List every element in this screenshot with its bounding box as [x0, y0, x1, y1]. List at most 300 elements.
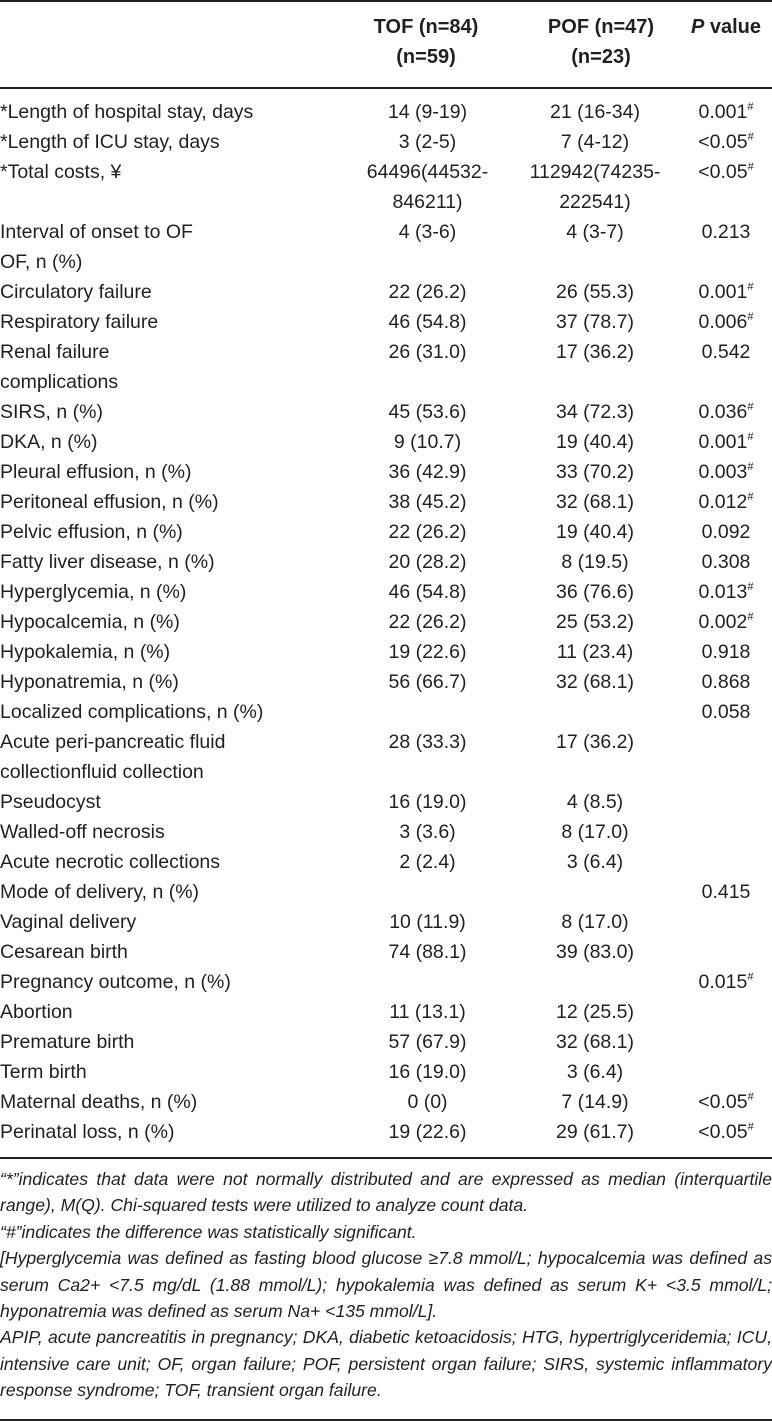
- row-label-text: Perinatal loss, n (%): [0, 1121, 175, 1143]
- row-label-text: Pelvic effusion, n (%): [0, 521, 183, 543]
- row-pof: [510, 457, 680, 487]
- row-tof-text: 9 (10.7): [393, 431, 462, 453]
- row-pof: [510, 427, 680, 457]
- row-p-value: [680, 667, 772, 697]
- row-label: [0, 667, 345, 697]
- row-pof-text: 12 (25.5): [555, 1001, 635, 1023]
- row-pof: [510, 667, 680, 697]
- row-label: [0, 697, 345, 727]
- row-p-value: [680, 997, 772, 1027]
- row-label: [0, 847, 345, 877]
- table-row: [0, 517, 772, 547]
- row-label: [0, 727, 345, 787]
- row-label-text: DKA, n (%): [0, 431, 98, 453]
- row-tof: [345, 277, 510, 307]
- note-abbreviations: APIP, acute pancreatitis in pregnancy; DKA, diabetic ketoacidosis; HTG, hypertriglyceridemia; ICU, intensive care unit; OF, organ failure; POF, persistent organ failure; SIRS, systemic inflammatory response syndrome; TOF, transient organ failure.: [0, 1327, 772, 1401]
- row-p-value-text: 0.013: [698, 581, 748, 603]
- table-footer-rule: [0, 1157, 772, 1159]
- row-pof-text: 17 (36.2): [555, 731, 635, 753]
- row-pof: [510, 397, 680, 427]
- row-tof: [345, 427, 510, 457]
- row-tof-text: 19 (22.6): [388, 641, 467, 663]
- row-label: [0, 877, 345, 907]
- row-tof: [345, 997, 510, 1027]
- row-p-value: [680, 367, 772, 397]
- table-row: [0, 337, 772, 367]
- header-tof-sub: (n=59): [396, 46, 456, 68]
- table-row: [0, 697, 772, 727]
- row-p-value: [680, 637, 772, 667]
- row-label-text: Respiratory failure: [0, 311, 159, 333]
- table-row: [0, 847, 772, 877]
- row-pof: [510, 307, 680, 337]
- row-label-text: complications: [0, 371, 119, 393]
- row-pof: [510, 937, 680, 967]
- row-p-value-text: 0.015: [698, 971, 748, 993]
- row-label: [0, 457, 345, 487]
- row-pof-text: 3 (6.4): [566, 1061, 624, 1083]
- row-label-text: Renal failure: [0, 341, 110, 363]
- table-row: [0, 1057, 772, 1087]
- row-label: [0, 157, 345, 217]
- row-pof: [510, 907, 680, 937]
- row-pof-text: 4 (3-7): [566, 221, 624, 243]
- row-label: [0, 367, 345, 397]
- row-pof-line: 112942(74235-: [529, 161, 661, 183]
- row-pof-text: 19 (40.4): [555, 431, 635, 453]
- row-tof: [345, 877, 510, 907]
- header-p-value: [680, 12, 772, 42]
- row-p-value-text: <0.05: [698, 1091, 748, 1113]
- row-tof-text: 16 (19.0): [388, 1061, 467, 1083]
- row-pof-text: 4 (8.5): [566, 791, 624, 813]
- row-pof: [510, 487, 680, 517]
- row-pof: [510, 787, 680, 817]
- row-pof: [510, 97, 680, 127]
- row-p-value: [680, 307, 772, 337]
- row-tof-text: 46 (54.8): [388, 581, 467, 603]
- significance-marker: #: [747, 311, 754, 323]
- row-label: [0, 607, 345, 637]
- row-label: [0, 427, 345, 457]
- row-label: [0, 517, 345, 547]
- row-pof: [510, 1027, 680, 1057]
- row-label: [0, 967, 345, 997]
- row-tof: [345, 1057, 510, 1087]
- table-row: [0, 817, 772, 847]
- row-tof-text: 20 (28.2): [388, 551, 467, 573]
- table-top-rule: [0, 0, 772, 2]
- row-p-value: [680, 397, 772, 427]
- row-label-text: Circulatory failure: [0, 281, 152, 303]
- row-tof-text: 74 (88.1): [388, 941, 467, 963]
- row-label-text: Pregnancy outcome, n (%): [0, 971, 231, 993]
- row-label: [0, 817, 345, 847]
- header-p-rest: value: [704, 16, 762, 38]
- header-rule: [0, 87, 772, 89]
- row-pof: [510, 337, 680, 367]
- row-tof: [345, 577, 510, 607]
- row-tof: [345, 667, 510, 697]
- row-label-text: Pleural effusion, n (%): [0, 461, 192, 483]
- row-pof: [510, 1087, 680, 1117]
- row-p-value-text: <0.05: [698, 161, 748, 183]
- row-tof-line: 846211): [392, 191, 463, 213]
- row-label: [0, 397, 345, 427]
- note-definitions: [Hyperglycemia was defined as fasting blood glucose ≥7.8 mmol/L; hypocalcemia was defined as serum Ca2+ <7.5 mg/dL (1.88 mmol/L); hypokalemia was defined as serum K+ <3.5 mmol/L; hyponatremia was defined as serum Na+ <135 mmol/L].: [0, 1248, 772, 1322]
- table-row: [0, 397, 772, 427]
- row-tof: [345, 367, 510, 397]
- row-pof: [510, 1117, 680, 1147]
- data-table: [0, 97, 772, 1147]
- row-tof-text: 16 (19.0): [388, 791, 467, 813]
- row-label-text: Localized complications, n (%): [0, 701, 264, 723]
- row-label-text: Hyperglycemia, n (%): [0, 581, 187, 603]
- table-row: [0, 637, 772, 667]
- table-row: [0, 127, 772, 157]
- row-p-value: [680, 337, 772, 367]
- row-tof: [345, 847, 510, 877]
- row-label: [0, 1087, 345, 1117]
- row-tof: [345, 697, 510, 727]
- table-row: [0, 157, 772, 217]
- row-p-value: [680, 1087, 772, 1117]
- row-p-value-text: 0.002: [698, 611, 748, 633]
- header-tof: [342, 12, 510, 72]
- row-p-value: [680, 427, 772, 457]
- table-row: [0, 217, 772, 247]
- significance-marker: #: [747, 161, 754, 173]
- row-tof: [345, 907, 510, 937]
- significance-marker: #: [747, 281, 754, 293]
- row-label: [0, 307, 345, 337]
- table-row: [0, 967, 772, 997]
- row-label: [0, 97, 345, 127]
- row-label: [0, 1117, 345, 1147]
- row-label-text: Hypocalcemia, n (%): [0, 611, 180, 633]
- row-pof-text: 29 (61.7): [555, 1121, 635, 1143]
- row-pof-text: 8 (17.0): [561, 821, 629, 843]
- row-pof-text: 7 (14.9): [561, 1091, 629, 1113]
- row-p-value: [680, 127, 772, 157]
- row-tof-text: 26 (31.0): [388, 341, 467, 363]
- row-tof-text: 22 (26.2): [388, 281, 467, 303]
- row-pof: [510, 157, 680, 217]
- row-tof: [345, 937, 510, 967]
- row-p-value-text: 0.092: [701, 521, 751, 543]
- significance-marker: #: [747, 431, 754, 443]
- row-tof-text: 45 (53.6): [388, 401, 467, 423]
- row-label: [0, 1027, 345, 1057]
- row-p-value: [680, 577, 772, 607]
- row-tof-text: 19 (22.6): [388, 1121, 467, 1143]
- row-pof-text: 39 (83.0): [555, 941, 635, 963]
- row-p-value-text: 0.001: [698, 281, 748, 303]
- table-row: [0, 607, 772, 637]
- row-tof: [345, 487, 510, 517]
- significance-marker: #: [747, 611, 754, 623]
- note-asterisk: “*”indicates that data were not normally distributed and are expressed as median (interquartile range), M(Q). Chi-squared tests were utilized to analyze count data.: [0, 1169, 772, 1216]
- row-tof: [345, 517, 510, 547]
- row-pof-text: 33 (70.2): [555, 461, 635, 483]
- row-p-value-text: 0.036: [698, 401, 748, 423]
- significance-marker: #: [747, 101, 754, 113]
- row-tof: [345, 157, 510, 217]
- table-row: [0, 1087, 772, 1117]
- note-hash: “#”indicates the difference was statistically significant.: [0, 1221, 417, 1242]
- row-pof: [510, 997, 680, 1027]
- row-pof-text: 11 (23.4): [556, 641, 634, 663]
- table-row: [0, 1027, 772, 1057]
- row-label-line: collectionfluid collection: [0, 761, 204, 783]
- row-label-text: *Total costs, ¥: [0, 161, 122, 183]
- significance-marker: #: [747, 1091, 754, 1103]
- header-tof-label: TOF (n=84): [373, 16, 479, 38]
- row-label: [0, 487, 345, 517]
- row-tof-text: 36 (42.9): [388, 461, 467, 483]
- row-tof-text: 57 (67.9): [388, 1031, 467, 1053]
- row-p-value: [680, 907, 772, 937]
- row-pof: [510, 697, 680, 727]
- row-tof: [345, 967, 510, 997]
- table-row: [0, 937, 772, 967]
- row-tof-line: 64496(44532-: [366, 161, 489, 183]
- row-label-text: *Length of ICU stay, days: [0, 131, 220, 153]
- row-tof: [345, 817, 510, 847]
- row-p-value-text: 0.058: [701, 701, 751, 723]
- row-p-value: [680, 727, 772, 787]
- row-tof-text: 11 (13.1): [389, 1001, 466, 1023]
- table-row: [0, 667, 772, 697]
- row-p-value: [680, 517, 772, 547]
- row-label: [0, 907, 345, 937]
- row-p-value: [680, 277, 772, 307]
- row-pof: [510, 817, 680, 847]
- row-p-value-text: 0.308: [701, 551, 751, 573]
- row-label: [0, 937, 345, 967]
- row-p-value: [680, 157, 772, 217]
- table-row: [0, 787, 772, 817]
- row-p-value-text: 0.542: [701, 341, 751, 363]
- row-tof: [345, 337, 510, 367]
- row-p-value: [680, 607, 772, 637]
- row-label-text: Cesarean birth: [0, 941, 128, 963]
- row-pof: [510, 877, 680, 907]
- row-label: [0, 547, 345, 577]
- row-tof-text: 14 (9-19): [387, 101, 468, 123]
- row-tof: [345, 217, 510, 247]
- row-p-value-text: 0.012: [698, 491, 748, 513]
- row-p-value: [680, 937, 772, 967]
- row-p-value: [680, 97, 772, 127]
- row-label-text: Acute necrotic collections: [0, 851, 221, 873]
- row-pof-text: 37 (78.7): [555, 311, 635, 333]
- row-p-value-text: <0.05: [698, 131, 748, 153]
- row-label: [0, 277, 345, 307]
- row-label: [0, 247, 345, 277]
- table-row: [0, 487, 772, 517]
- row-tof: [345, 1087, 510, 1117]
- row-tof-text: 38 (45.2): [388, 491, 467, 513]
- row-label: [0, 337, 345, 367]
- row-pof: [510, 607, 680, 637]
- row-p-value: [680, 247, 772, 277]
- row-pof-text: 34 (72.3): [555, 401, 635, 423]
- header-pof: [525, 12, 677, 72]
- row-label-text: Term birth: [0, 1061, 87, 1083]
- row-tof-text: 56 (66.7): [388, 671, 467, 693]
- row-pof-text: 32 (68.1): [555, 671, 635, 693]
- significance-marker: #: [747, 1121, 754, 1133]
- row-tof: [345, 247, 510, 277]
- table-row: [0, 247, 772, 277]
- row-label-text: SIRS, n (%): [0, 401, 103, 423]
- row-pof: [510, 217, 680, 247]
- row-p-value: [680, 487, 772, 517]
- row-pof: [510, 247, 680, 277]
- row-tof: [345, 637, 510, 667]
- row-pof-text: 26 (55.3): [555, 281, 635, 303]
- row-tof: [345, 397, 510, 427]
- row-tof: [345, 787, 510, 817]
- row-p-value-text: 0.001: [698, 431, 748, 453]
- row-tof-text: 22 (26.2): [388, 611, 467, 633]
- row-label-text: Mode of delivery, n (%): [0, 881, 200, 903]
- row-label-text: Hyponatremia, n (%): [0, 671, 179, 693]
- table-row: [0, 727, 772, 787]
- row-p-value-text: 0.415: [701, 881, 751, 903]
- row-p-value: [680, 1117, 772, 1147]
- row-label-text: Peritoneal effusion, n (%): [0, 491, 219, 513]
- row-p-value-text: 0.918: [701, 641, 751, 663]
- row-tof: [345, 1117, 510, 1147]
- row-label-text: Vaginal delivery: [0, 911, 137, 933]
- row-label-text: Premature birth: [0, 1031, 135, 1053]
- row-p-value-text: 0.003: [698, 461, 748, 483]
- row-tof: [345, 127, 510, 157]
- row-label: [0, 217, 345, 247]
- row-tof: [345, 307, 510, 337]
- row-tof-text: 3 (3.6): [399, 821, 456, 843]
- table-row: [0, 367, 772, 397]
- table-row: [0, 1117, 772, 1147]
- row-pof: [510, 967, 680, 997]
- row-label: [0, 787, 345, 817]
- row-p-value-text: <0.05: [698, 1121, 748, 1143]
- row-label-text: Maternal deaths, n (%): [0, 1091, 198, 1113]
- row-tof-text: 10 (11.9): [389, 911, 466, 933]
- row-p-value: [680, 547, 772, 577]
- row-pof-text: 8 (19.5): [561, 551, 629, 573]
- row-pof-text: 3 (6.4): [566, 851, 624, 873]
- row-pof-text: 32 (68.1): [555, 491, 635, 513]
- row-tof: [345, 607, 510, 637]
- significance-marker: #: [747, 971, 754, 983]
- row-label-text: Hypokalemia, n (%): [0, 641, 171, 663]
- table-row: [0, 307, 772, 337]
- row-label: [0, 127, 345, 157]
- table-row: [0, 877, 772, 907]
- row-tof-text: 3 (2-5): [398, 131, 457, 153]
- table-row: [0, 277, 772, 307]
- row-tof: [345, 727, 510, 787]
- significance-marker: #: [747, 581, 754, 593]
- row-label-text: Interval of onset to OF: [0, 221, 193, 243]
- row-tof: [345, 97, 510, 127]
- row-label: [0, 997, 345, 1027]
- row-p-value: [680, 847, 772, 877]
- row-p-value: [680, 1057, 772, 1087]
- row-pof-text: 19 (40.4): [555, 521, 635, 543]
- row-pof-text: 36 (76.6): [555, 581, 635, 603]
- row-pof-text: 32 (68.1): [555, 1031, 635, 1053]
- row-pof: [510, 277, 680, 307]
- row-label-text: *Length of hospital stay, days: [0, 101, 254, 123]
- row-pof: [510, 517, 680, 547]
- row-p-value: [680, 877, 772, 907]
- row-tof-text: 0 (0): [407, 1091, 448, 1113]
- table-notes: [0, 1166, 772, 1404]
- row-tof-text: 2 (2.4): [399, 851, 456, 873]
- row-pof-text: 7 (4-12): [560, 131, 630, 153]
- row-p-value: [680, 697, 772, 727]
- row-label-text: OF, n (%): [0, 251, 83, 273]
- table-row: [0, 997, 772, 1027]
- row-label: [0, 1057, 345, 1087]
- row-pof: [510, 847, 680, 877]
- row-tof-text: 46 (54.8): [388, 311, 467, 333]
- table-row: [0, 907, 772, 937]
- row-tof-text: 28 (33.3): [388, 731, 467, 753]
- row-pof-text: 25 (53.2): [555, 611, 635, 633]
- table-row: [0, 577, 772, 607]
- row-pof: [510, 547, 680, 577]
- row-label-text: Abortion: [0, 1001, 73, 1023]
- row-pof: [510, 637, 680, 667]
- header-pof-label: POF (n=47): [547, 16, 655, 38]
- table-row: [0, 427, 772, 457]
- row-p-value: [680, 1027, 772, 1057]
- header-pof-sub: (n=23): [571, 46, 631, 68]
- table-row: [0, 457, 772, 487]
- row-pof-text: 8 (17.0): [561, 911, 629, 933]
- row-p-value: [680, 817, 772, 847]
- row-label: [0, 637, 345, 667]
- row-pof: [510, 577, 680, 607]
- row-p-value-text: 0.001: [698, 101, 748, 123]
- row-pof: [510, 127, 680, 157]
- row-label: [0, 577, 345, 607]
- row-pof-text: 21 (16-34): [550, 101, 640, 123]
- row-p-value-text: 0.213: [701, 221, 751, 243]
- row-label-text: Pseudocyst: [0, 791, 101, 813]
- row-tof-text: 4 (3-6): [398, 221, 457, 243]
- row-pof-line: 222541): [559, 191, 631, 213]
- significance-marker: #: [747, 461, 754, 473]
- row-p-value: [680, 217, 772, 247]
- row-p-value-text: 0.868: [701, 671, 751, 693]
- row-tof-text: 22 (26.2): [388, 521, 467, 543]
- row-pof: [510, 367, 680, 397]
- row-label-text: Walled-off necrosis: [0, 821, 165, 843]
- table-row: [0, 97, 772, 127]
- row-label-line: Acute peri-pancreatic fluid: [0, 731, 226, 753]
- row-tof: [345, 457, 510, 487]
- row-p-value: [680, 967, 772, 997]
- row-pof: [510, 727, 680, 787]
- header-p-italic: P: [690, 16, 705, 38]
- row-pof: [510, 1057, 680, 1087]
